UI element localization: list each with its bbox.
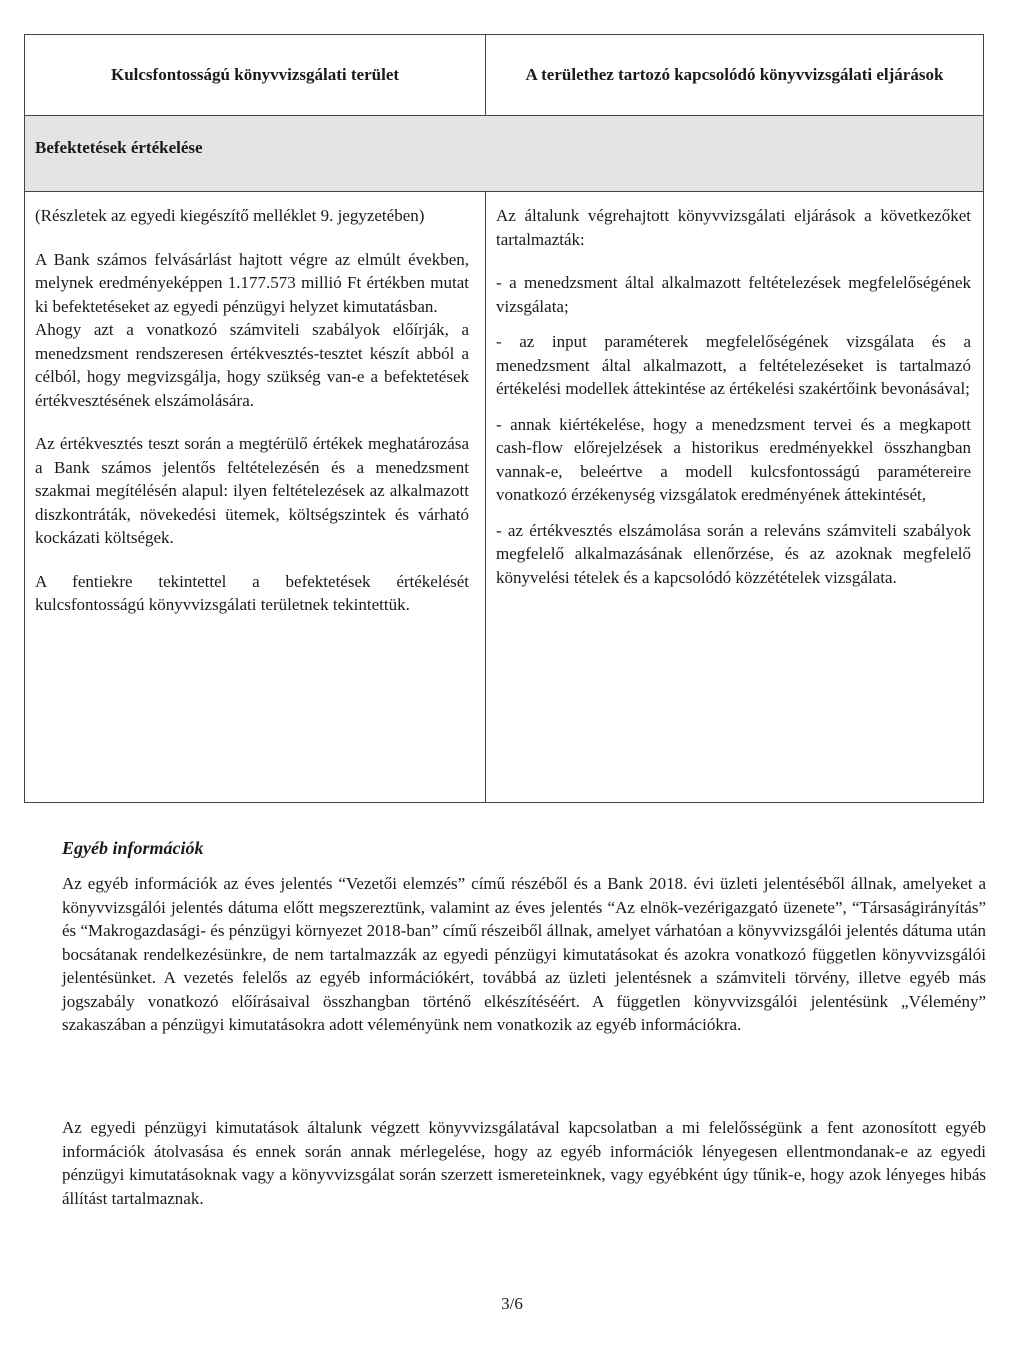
- other-information-paragraph-2: Az egyedi pénzügyi kimutatások általunk végzett könyvvizsgálatával kapcsolatban a mi felelősségünk a fent azonosított egyéb információk átolvasása és ennek során annak mérlegelése, hogy az egyéb információk lényegesen ellentmondanak-e az egyedi pénzügyi kimutatásoknak vagy a könyvvizsgálat során szerzett ismereteinknek, vagy egyébként úgy tűnik-e, hogy azok lényeges hibás állítást tartalmaznak.: [62, 1118, 986, 1208]
- right-paragraph-procedure-1: - a menedzsment által alkalmazott feltételezések megfelelőségének vizsgálata;: [496, 273, 971, 316]
- right-paragraph-procedure-3: - annak kiértékelése, hogy a menedzsment tervei és a megkapott cash-flow előrejelzések a historikus eredményekkel összhangban vannak-e, beleértve a modell kulcsfontosságú paramétereire vonatkozó érzékenység vizsgálatok eredményének áttekintését,: [496, 414, 971, 504]
- table-body-row: [25, 192, 983, 802]
- right-paragraph-intro: Az általunk végrehajtott könyvvizsgálati eljárások a következőket tartalmazták:: [496, 206, 971, 249]
- left-paragraph-conclusion: A fentiekre tekintettel a befektetések értékelését kulcsfontosságú könyvvizsgálati területnek tekintettük.: [35, 571, 469, 614]
- right-paragraph-procedure-4: - az értékvesztés elszámolása során a releváns számviteli szabályok megfelelő alkalmazásának ellenőrzése, és az azoknak megfelelő könyvelési tételek és a kapcsolódó közzétételek vizsgálata.: [496, 520, 971, 587]
- header-audit-procedures: A területhez tartozó kapcsolódó könyvvizsgálati eljárások: [525, 65, 944, 84]
- key-audit-area-description: [25, 192, 486, 802]
- left-paragraph-reference: (Részletek az egyedi kiegészítő melléklet 9. jegyzetében): [35, 206, 425, 225]
- right-paragraph-procedure-2: - az input paraméterek megfelelőségének vizsgálata és a menedzsment által alkalmazott, a feltételezéseket is tartalmazó értékelési modellek áttekintése az értékelési szakértőink bevonásával;: [496, 332, 971, 398]
- left-paragraph-impairment-test: Ahogy azt a vonatkozó számviteli szabályok előírják, a menedzsment rendszeresen értékvesztés-tesztet készít abból a célból, hogy megvizsgálja, hogy szükség van-e a befektetések értékvesztésének elszámolására.: [35, 320, 469, 410]
- page-number: 3/6: [501, 1294, 523, 1313]
- audit-procedures-description: [486, 192, 983, 802]
- table-header-row: [25, 35, 983, 116]
- left-paragraph-assumptions: Az értékvesztés teszt során a megtérülő értékek meghatározása a Bank számos jelentős feltételezésén és a menedzsment szakmai megítélésén alapul: ilyen feltételezések az alkalmazott diszkontráták, növekedési ütemek, költségszintek és várható kockázati költségek.: [35, 434, 469, 547]
- other-information-paragraph-1: Az egyéb információk az éves jelentés “Vezetői elemzés” című részéből és a Bank 2018. évi üzleti jelentéséből állnak, amelyeket a könyvvizsgálói jelentés dátuma előtt megszereztünk, valamint az éves jelentés “Az elnök-vezérigazgató üzenete”, “Társaságirányítás” és “Makrogazdasági- és pénzügyi környezet 2018-ban” című részeiből állnak, amelyet várhatóan a könyvvizsgálói jelentés dátuma után bocsátanak rendelkezésünkre, de nem tartalmazzák az egyedi pénzügyi kimutatásokat és azokra vonatkozó független könyvvizsgálói jelentésünket. A vezetés felelős az egyéb információkért, továbbá az üzleti jelentésnek a számviteli törvény, illetve egyéb más jogszabály vonatkozó előírásaival összhangban történő elkészítéséért. A független könyvvizsgálói jelentésünk „Vélemény” szakaszában a pénzügyi kimutatásokra adott véleményünk nem vonatkozik az egyéb információkra.: [62, 874, 986, 1034]
- other-information-heading: Egyéb információk: [62, 838, 204, 858]
- section-title-investments: Befektetések értékelése: [25, 116, 983, 192]
- key-audit-matters-table: [24, 34, 984, 803]
- left-paragraph-acquisitions: A Bank számos felvásárlást hajtott végre az elmúlt években, melynek eredményeképpen 1.177.573 millió Ft értékben mutat ki befektetéseket az egyedi pénzügyi helyzet kimutatásban.: [35, 249, 469, 316]
- header-key-audit-area: Kulcsfontosságú könyvvizsgálati terület: [25, 35, 486, 115]
